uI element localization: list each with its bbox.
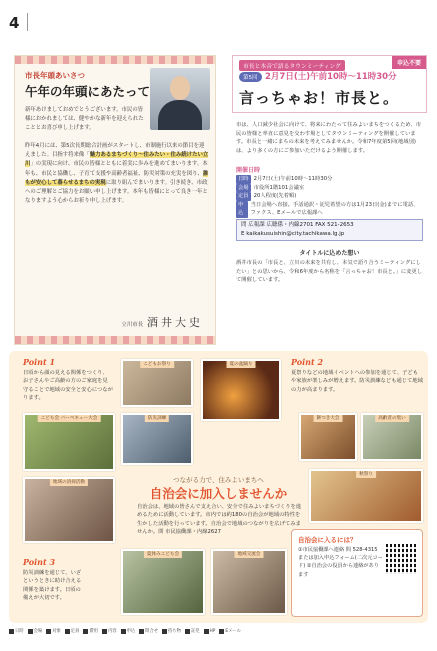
info-row: 会場 市役所1階101会議室 [238,184,305,191]
legend-item: 会場 [28,628,43,634]
mayor-greeting [14,55,216,345]
legend-item: 申込 [121,628,136,634]
event-photo: こども会 バーベキュー大会 [23,413,115,471]
greeting-intro: 新年あけましておめでとうございます。市民の皆様におかれましては、健やかな新年を迎えられたこととお喜び申し上げます。 [25,107,144,132]
meeting-info-list [236,175,423,218]
meeting-title: 言っちゃお！市長と。 [239,89,400,107]
community-body: 自治会は、地域の皆さんで支え合い、安全で住みよいまちづくりを進めるために活動しています。市内では約180の自治会が地域の特性を生かした活動を行っています。自治会で地域のつながりを広げてみませんか。問 市民協働課・内線2627 [137,504,302,535]
legend-item: 持ち物 [162,628,181,634]
signature-name: 酒井大史 [147,316,203,329]
event-photo: 地域交流会 [211,549,287,615]
event-photo: 高齢者の集い [361,413,423,461]
decorative-border-top [15,56,215,64]
legend-item: 対象 [46,628,61,634]
decorative-border-bottom [15,336,215,344]
meeting-number-badge: 第5回 [239,72,262,82]
town-meeting [232,55,427,345]
no-application-badge: 申込不要 [392,56,426,69]
mayor-photo [150,68,210,130]
greeting-kicker: 市長年頭あいさつ [25,71,85,80]
join-text: ①市民協働課へ連絡 問 528-4315 または加入申込フォーム(二次元コード) ②自治会の役員から連絡があります [298,547,383,578]
mayor-signature [121,314,203,330]
title-note-body: 酒井市長の「市長と、立川の未来を共有し、本気で語り合うミーティングにしたい」との思いから、令和6年度から名称を「言っちゃお！市長と。」に変更して開催しています。 [236,260,423,284]
event-photo: 夏休みこども会 [121,549,205,615]
point-2-text: 夏祭りなどの地域イベントへの参加を通じて、子どもや家族が楽しみが増えます。防災訓練なども通じて地域の力が高まります。 [291,370,423,393]
join-title: 自治会に入るには？ [298,536,357,544]
greeting-body: 昨年4月には、第5次長期総合計画がスタートし、市制施行以来の節目を迎えました。目指す将来像「魅力あるまちづくり～住みたい・住み続けたい立川」の実現に向け、市民の皆様とともに着実に歩みを進めてまいります。本年も、市民と協働し、子育て支援や高齢者福祉、防災対策の充実を図り、誰もが安心して暮らせるまちの実現に取り組んでまいります。引き続き、市政へのご理解とご協力をお願い申し上げます。本年も皆様にとって良き一年となりますよう心からお祈り申し上げます。 [25,143,209,205]
icon-legend [9,628,428,634]
greeting-title: 午年の年頭にあたって [25,84,151,99]
community-association [9,351,428,623]
contact-email[interactable]: E kaikakusuishin@city.tachikawa.lg.jp [241,231,345,237]
meeting-date: 2月7日(土)午前10時～11時30分 [265,72,397,82]
meeting-header-box [232,55,427,113]
event-photo: 餅つき大会 [299,413,357,461]
point-3-label: Point 3 [23,557,56,567]
event-photo: 防災訓練 [121,413,193,465]
legend-item: HP [204,628,216,634]
page-number: 4 [9,14,20,32]
legend-item: 費用 [83,628,98,634]
community-kicker: つながる力で、住みよいまちへ [173,476,264,484]
meeting-info-label: 開催日時 [236,167,261,174]
signature-label: 立川市長 [121,322,143,328]
contact-phone: 問 広報課 広聴係・内線2701 FAX 521-2653 [241,222,354,228]
event-photo: 秋祭り [309,469,423,523]
legend-item: Eメール [219,628,241,634]
legend-item: 定員 [65,628,80,634]
legend-item: 日時 [9,628,24,634]
legend-item: 問合せ [139,628,158,634]
point-3-text: 防災訓練を通じて、いざというときに助け合える関係を築けます。日頃の備えが大切です。 [23,570,82,601]
meeting-subtitle: 市長と本音で語るタウンミーティング [239,60,345,71]
join-instructions [291,529,423,617]
meeting-description: 市は、人口減少社会に向けて、将来にわたって住みよいまちをつくるため、市民の皆様と率直に意見を交わす場としてタウンミーティングを開催しています。市長と一緒にまちの未来を考えてみませんか。令和7年度第5回(地域別)は、より多くの方にご参加いただけるよう開催します。 [236,122,422,154]
point-2-label: Point 2 [291,357,324,367]
event-photo: こどもお祭り [121,359,193,407]
info-row: 申込 当日会場へ直接。手話通訳・託児希望の方は1月23日(金)までに電話、ファクス、Eメールで広報課へ [238,201,419,217]
point-1-text: 日頃から顔の見える関係をつくり、お子さんやご高齢の方のご家庭を見守ることで地域の安全と安心につながります。 [23,370,113,401]
page-number-divider [27,13,28,31]
point-1-label: Point 1 [23,357,56,367]
event-photo: 夏の盆踊り [201,359,281,421]
community-title: 自治会に加入しませんか [149,486,288,501]
meeting-contact [236,219,423,241]
info-row: 定員 20人程度(先着順) [238,193,297,200]
info-row: 日時 2月7日(土)午前10時～11時30分 [238,176,333,182]
legend-item: 託児 [185,628,200,634]
event-photo: 地域の清掃活動 [23,477,115,543]
title-note-heading: タイトルに込めた想い [299,250,360,257]
legend-item: 内容 [102,628,117,634]
qr-code-icon[interactable] [386,544,416,574]
